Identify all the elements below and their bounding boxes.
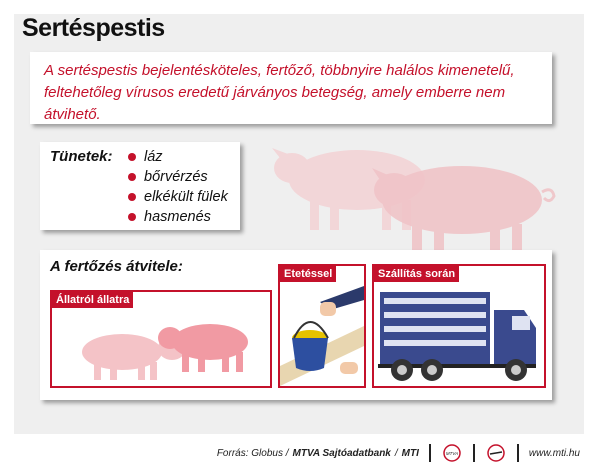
symptoms-list: [128, 147, 228, 227]
footer-divider: [473, 444, 475, 462]
page-title: Sertéspestis: [22, 14, 165, 42]
footer: [217, 444, 580, 462]
transmission-label: A fertőzés átvitele:: [50, 258, 183, 275]
mtva-logo-text: MTVA: [445, 451, 459, 456]
footer-divider: [517, 444, 519, 462]
bullet-icon: [128, 153, 136, 161]
background-pigs-illustration: [262, 120, 562, 260]
mti-logo-icon: [485, 444, 507, 462]
box-tag: Szállítás során: [374, 266, 459, 282]
feeding-bucket-illustration: [280, 266, 364, 386]
transmission-card: [40, 250, 552, 400]
symptom-item: bőrvérzés: [128, 167, 228, 187]
box-tag: Állatról állatra: [52, 292, 133, 308]
symptoms-card: [40, 142, 240, 230]
box-transport: [372, 264, 546, 388]
source-mtva: MTVA Sajtóadatbank: [292, 447, 391, 459]
intro-card: [30, 52, 552, 124]
symptom-item: hasmenés: [128, 207, 228, 227]
symptoms-label: Tünetek:: [50, 148, 113, 165]
bullet-icon: [128, 213, 136, 221]
source-prefix: Forrás: Globus /: [216, 447, 289, 459]
symptom-item: elkékült fülek: [128, 187, 228, 207]
mtva-logo-icon: [441, 444, 463, 462]
symptom-item: láz: [128, 147, 228, 167]
box-feeding: [278, 264, 366, 388]
intro-text: A sertéspestis bejelentésköteles, fertőző, többnyire halálos kimenetelű, feltehetőleg vírusos eredetű járványos betegség, amely emberre nem átvihető.: [44, 62, 515, 123]
source-mti: MTI: [401, 447, 419, 459]
source-slash: /: [394, 447, 398, 459]
mti-url[interactable]: www.mti.hu: [528, 447, 580, 459]
truck-illustration: [374, 266, 544, 386]
box-animal-to-animal: [50, 290, 272, 388]
bullet-icon: [128, 193, 136, 201]
box-tag: Etetéssel: [280, 266, 336, 282]
footer-divider: [429, 444, 431, 462]
bullet-icon: [128, 173, 136, 181]
